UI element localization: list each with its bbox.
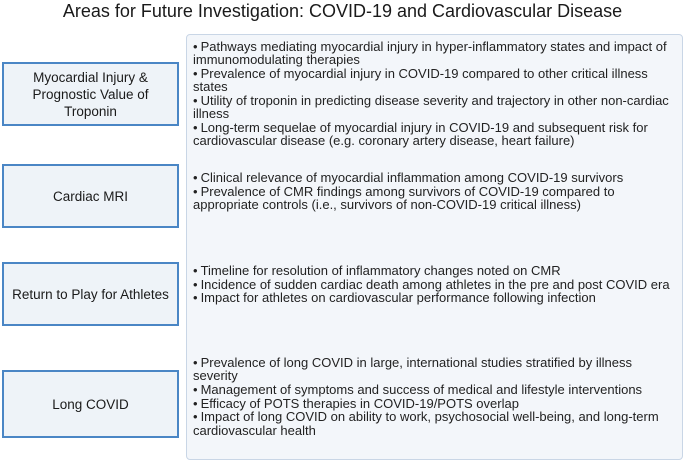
topic-box-myocardial-injury: Myocardial Injury & Prognostic Value of Troponin (2, 62, 179, 126)
list-item: • Impact of long COVID on ability to work, psychosocial well-being, and long-term cardiovascular health (193, 409, 659, 438)
list-item: • Timeline for resolution of inflammatory changes noted on CMR (193, 263, 561, 278)
topic-list-long-covid (193, 356, 677, 437)
list-item: • Incidence of sudden cardiac death among athletes in the pre and post COVID era (193, 276, 670, 292)
list-item: • Impact for athletes on cardiovascular performance following infection (193, 290, 596, 306)
list-item: • Prevalence of long COVID in large, international studies stratified by illness severity (193, 355, 632, 384)
list-item: • Management of symptoms and success of medical and lifestyle interventions (193, 381, 643, 397)
list-item: • Clinical relevance of myocardial inflammation among COVID-19 survivors (193, 170, 624, 185)
list-item: • Efficacy of POTS therapies in COVID-19/POTS overlap (193, 395, 519, 411)
topic-list-return-to-play (193, 264, 677, 305)
topic-box-long-covid: Long COVID (2, 370, 179, 438)
topic-box-cardiac-mri: Cardiac MRI (2, 164, 179, 228)
topic-box-return-to-play: Return to Play for Athletes (2, 262, 179, 326)
list-item: • Pathways mediating myocardial injury in hyper-inflammatory states and impact of immunomodulating therapies (193, 39, 667, 68)
diagram-title: Areas for Future Investigation: COVID-19 and Cardiovascular Disease (62, 1, 623, 21)
list-item: • Prevalence of CMR findings among survivors of COVID-19 compared to appropriate controls (i.e., survivors of non-COVID-19 critical illness) (193, 183, 615, 212)
list-item: • Utility of troponin in predicting disease severity and trajectory in other non-cardiac illness (193, 92, 669, 122)
list-item: • Prevalence of myocardial injury in COVID-19 compared to other critical illness states (193, 65, 648, 95)
list-item: • Long-term sequelae of myocardial injury in COVID-19 and subsequent risk for cardiovascular disease (e.g. coronary artery disease, heart failure) (193, 119, 648, 148)
topic-list-myocardial-injury (193, 40, 677, 148)
topic-list-cardiac-mri (193, 171, 677, 212)
